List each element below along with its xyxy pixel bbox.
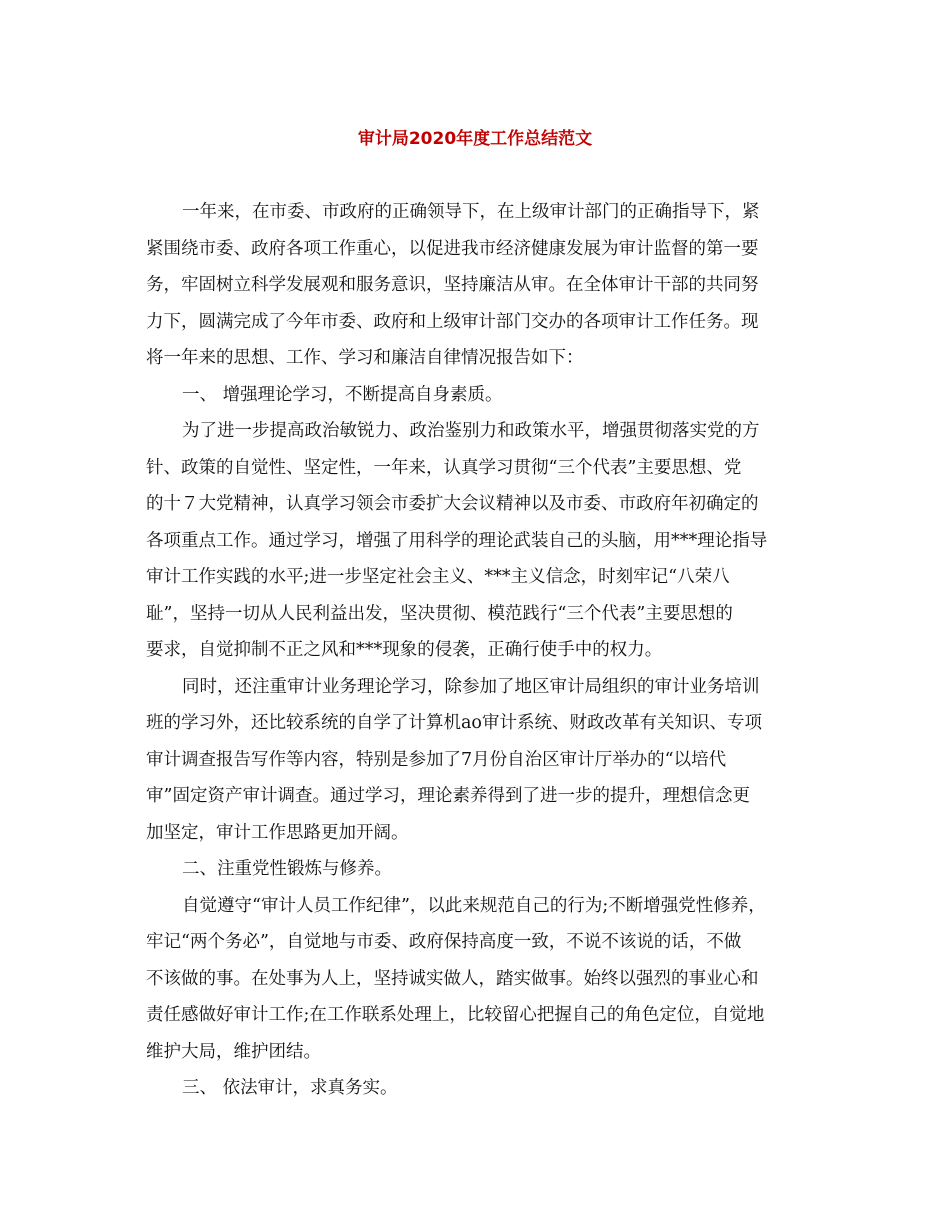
paragraph-line: 的十７大党精神，认真学习领会市委扩大会议精神以及市委、市政府年初确定的 (146, 494, 759, 514)
paragraph-line: 责任感做好审计工作;在工作联系处理上，比较留心把握自己的角色定位，自觉地 (146, 1005, 765, 1025)
paragraph-line: 维护大局，维护团结。 (146, 1041, 321, 1062)
paragraph-line: 为了进一步提高政治敏锐力、政治鉴别力和政策水平，增强贯彻落实党的方 (182, 421, 760, 441)
paragraph-line: 将一年来的思想、工作、学习和廉洁自律情况报告如下： (146, 348, 584, 368)
paragraph-line: 自觉遵守“审计人员工作纪律”，以此来规范自己的行为;不断增强党性修养， (182, 895, 766, 916)
paragraph-line: 审计调查报告写作等内容，特别是参加了7月份自治区审计厅举办的“以培代 (146, 749, 727, 770)
paragraph-line: 牢记“两个务必”，自觉地与市委、政府保持高度一致，不说不该说的话，不做 (146, 932, 742, 952)
paragraph-line: 审”固定资产审计调查。通过学习，理论素养得到了进一步的提升，理想信念更 (146, 786, 750, 806)
section-heading: 一、 增强理论学习，不断提高自身素质。 (182, 384, 503, 405)
paragraph-line: 力下，圆满完成了今年市委、政府和上级审计部门交办的各项审计工作任务。现 (146, 311, 759, 332)
document-body (146, 194, 806, 1107)
section-heading: 三、 依法审计，求真务实。 (182, 1078, 398, 1098)
paragraph-line: 务，牢固树立科学发展观和服务意识，坚持廉洁从审。在全体审计干部的共同努 (146, 275, 759, 295)
paragraph-line: 同时，还注重审计业务理论学习，除参加了地区审计局组织的审计业务培训 (182, 676, 760, 697)
paragraph-line: 各项重点工作。通过学习，增强了用科学的理论武装自己的头脑，用***理论指导 (146, 530, 768, 551)
paragraph-line: 班的学习外，还比较系统的自学了计算机ao审计系统、财政改革有关知识、专项 (146, 713, 762, 733)
document-title: 审计局2020年度工作总结范文 (357, 129, 593, 149)
paragraph-line: 审计工作实践的水平;进一步坚定社会主义、***主义信念，时刻牢记“八荣八 (146, 567, 730, 587)
paragraph-line: 耻”，坚持一切从人民利益出发，坚决贯彻、模范践行“三个代表”主要思想的 (146, 603, 733, 624)
paragraph-line: 不该做的事。在处事为人上，坚持诚实做人，踏实做事。始终以强烈的事业心和 (146, 968, 759, 989)
paragraph-line: 紧围绕市委、政府各项工作重心，以促进我市经济健康发展为审计监督的第一要 (146, 238, 759, 259)
paragraph-line: 要求，自觉抑制不正之风和***现象的侵袭，正确行使手中的权力。 (146, 640, 663, 660)
paragraph-line: 一年来，在市委、市政府的正确领导下，在上级审计部门的正确指导下，紧 (182, 202, 760, 222)
paragraph-line: 加坚定，审计工作思路更加开阔。 (146, 822, 409, 843)
section-heading: 二、注重党性锻炼与修养。 (182, 859, 392, 879)
paragraph-line: 针、政策的自觉性、坚定性，一年来，认真学习贯彻“三个代表”主要思想、党 (146, 457, 742, 478)
